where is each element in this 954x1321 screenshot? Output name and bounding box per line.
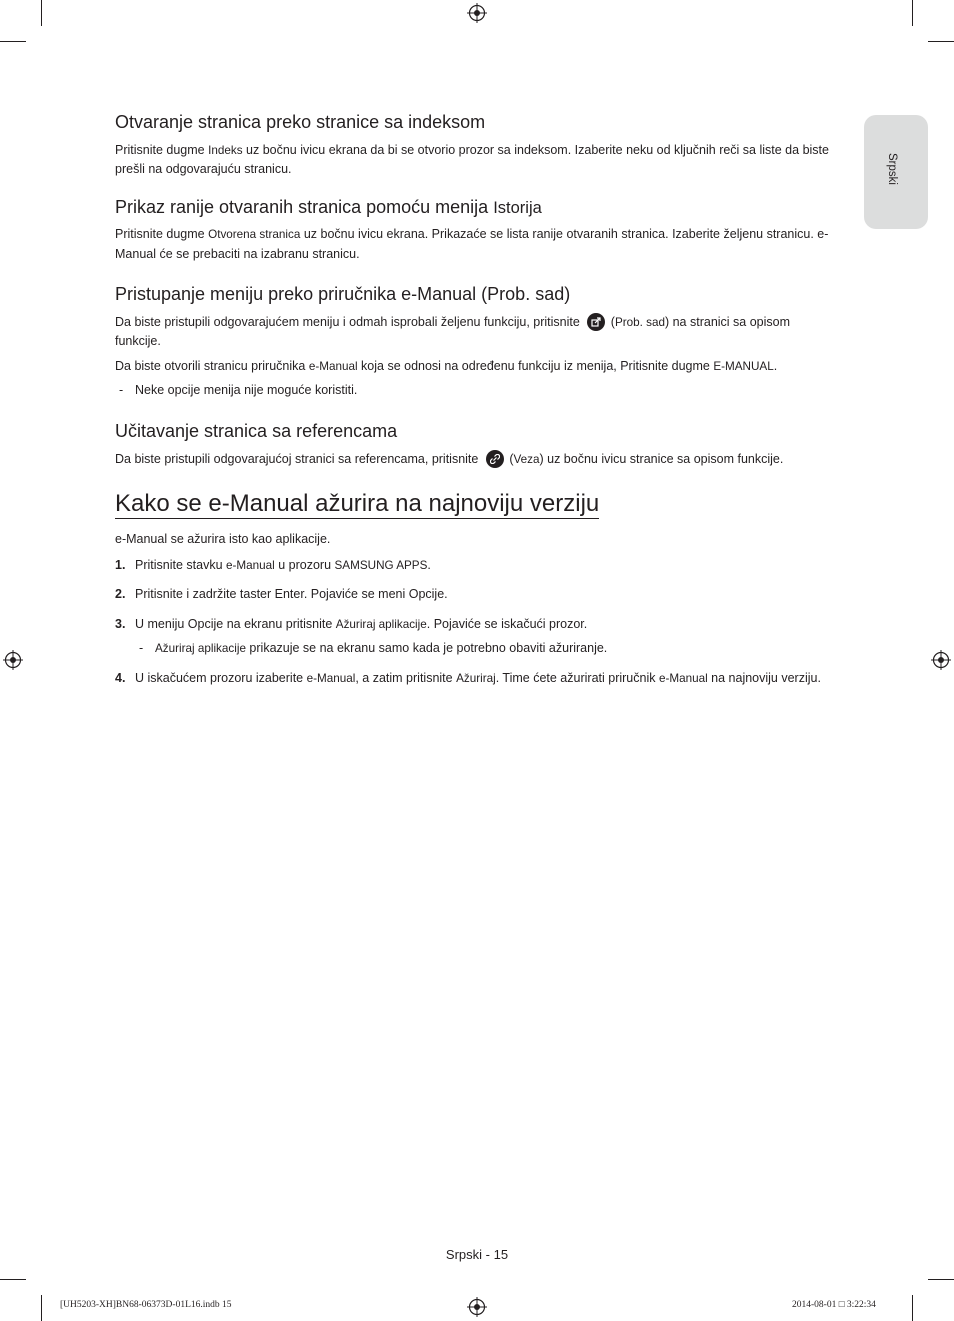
registration-mark-icon: [467, 3, 487, 23]
paragraph: Da biste otvorili stranicu priručnika e-Manual koja se odnosi na određenu funkciju iz menija, Pritisnite dugme E-MANUAL.: [115, 358, 778, 373]
ui-term: SAMSUNG APPS: [334, 558, 428, 572]
paragraph: Da biste pristupili odgovarajućoj stranici sa referencama, pritisnite (Veza) uz bočnu ivicu stranice sa opisom funkcije.: [115, 452, 784, 467]
paragraph: Pritisnite dugme Indeks uz bočnu ivicu ekrana da bi se otvorio prozor sa indeksom. Izaberite neku od ključnih reči sa liste da biste prešli na odgovarajuću stranicu.: [115, 142, 829, 177]
crop-mark: [41, 1295, 42, 1321]
section-heading: Učitavanje stranica sa referencama: [115, 421, 398, 442]
ui-term: Indeks: [208, 143, 243, 157]
note: - Ažuriraj aplikacije prikazuje se na ekranu samo kada je potrebno obaviti ažuriranje.: [139, 641, 608, 656]
steps-list: [115, 556, 835, 689]
crop-mark: [41, 0, 42, 26]
registration-mark-icon: [3, 650, 23, 670]
list-item: 2. Pritisnite i zadržite taster Enter. Pojaviće se meni Opcije.: [115, 587, 448, 602]
print-slug-left: [UH5203-XH]BN68-06373D-01L16.indb 15: [60, 1300, 232, 1310]
try-now-icon: [587, 313, 605, 331]
ui-term: Ažuriraj aplikacije: [335, 617, 427, 631]
page-number: Srpski - 15: [445, 1247, 509, 1262]
ui-term: Prob. sad: [614, 315, 665, 329]
page-content: [115, 112, 835, 698]
section-references: [115, 421, 835, 469]
ui-term: e-Manual: [308, 359, 358, 373]
crop-mark: [928, 41, 954, 42]
section-heading: Pristupanje meniju preko priručnika e-Manual (Prob. sad): [115, 284, 571, 305]
main-heading-wrap: [115, 490, 835, 520]
language-tab-label: Srpski: [886, 153, 898, 185]
ui-term: e-Manual: [226, 558, 275, 572]
list-item: 4. U iskačućem prozoru izaberite e-Manual, a zatim pritisnite Ažuriraj. Time ćete ažurirati priručnik e-Manual na najnoviju verziju.: [115, 670, 821, 685]
ui-term: Istorija: [493, 198, 542, 217]
list-item: 1. Pritisnite stavku e-Manual u prozoru SAMSUNG APPS.: [115, 557, 431, 572]
list-item: 3. U meniju Opcije na ekranu pritisnite Ažuriraj aplikacije. Pojaviće se iskačući prozor. - Ažuriraj aplikacije prikazuje se na ekranu samo kada je potrebno obaviti ažuriranje.: [115, 615, 835, 659]
paragraph: Pritisnite dugme Otvorena stranica uz bočnu ivicu ekrana. Prikazaće se lista ranije otvaranih stranica. Izaberite željenu stranicu. e-Manual će se prebaciti na izabranu stranicu.: [115, 227, 829, 261]
print-slug-right: 2014-08-01 □ 3:22:34: [792, 1300, 876, 1310]
ui-term: e-Manual: [306, 671, 356, 685]
crop-mark: [928, 1279, 954, 1280]
intro-paragraph: e-Manual se ažurira isto kao aplikacije.: [115, 532, 331, 547]
section-try-now: [115, 284, 835, 400]
link-icon: [486, 450, 504, 468]
ui-term: E-MANUAL: [713, 359, 774, 373]
note: - Neke opcije menija nije moguće koristiti.: [119, 383, 358, 398]
crop-mark: [912, 0, 913, 26]
crop-mark: [912, 1295, 913, 1321]
section-index: [115, 112, 835, 180]
registration-mark-icon: [467, 1297, 487, 1317]
section-heading: Otvaranje stranica preko stranice sa indeksom: [115, 112, 486, 132]
ui-term: Ažuriraj: [456, 671, 496, 685]
ui-term: Veza: [513, 453, 540, 467]
section-history: [115, 197, 835, 265]
main-heading: Kako se e-Manual ažurira na najnoviju verziju: [115, 490, 599, 520]
ui-term: e-Manual: [658, 671, 708, 685]
registration-mark-icon: [931, 650, 951, 670]
crop-mark: [0, 41, 26, 42]
ui-term: Ažuriraj aplikacije: [155, 642, 246, 656]
crop-mark: [0, 1279, 26, 1280]
language-side-tab: [864, 115, 928, 229]
section-heading: Prikaz ranije otvaranih stranica pomoću menija Istorija: [115, 196, 542, 217]
ui-term: Otvorena stranica: [208, 228, 301, 242]
paragraph: Da biste pristupili odgovarajućem meniju i odmah isprobali željenu funkciju, pritisnite (Prob. sad) na stranici sa opisom funkcije.: [115, 314, 791, 349]
